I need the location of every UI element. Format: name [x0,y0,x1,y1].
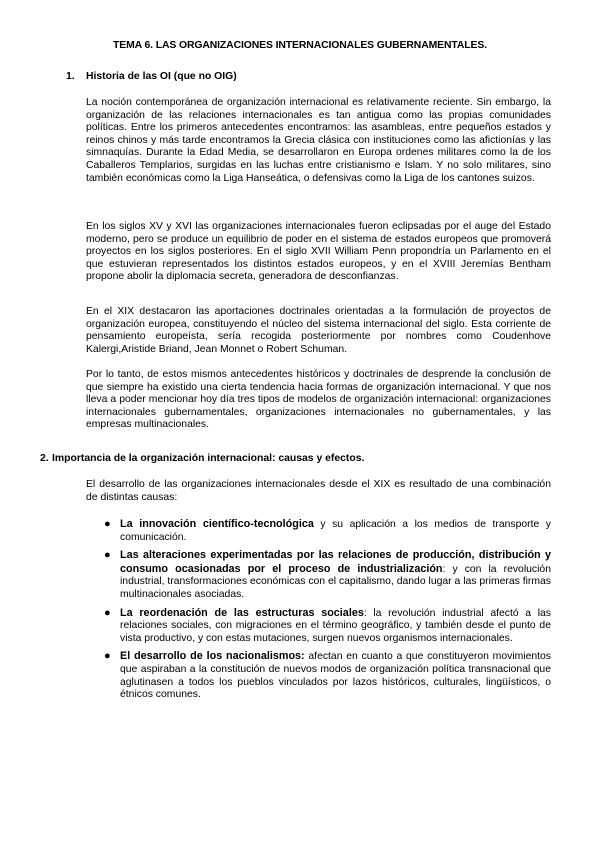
bullet-icon: ● [104,606,111,619]
document-title: TEMA 6. LAS ORGANIZACIONES INTERNACIONALES GUBERNAMENTALES. [113,40,487,51]
list-item-text: y su aplicación a los medios de transporte y comunicación. [120,519,551,543]
list-item-text: afectan en cuanto a que constituyeron movimientos que aspiraban a la constitución de nuevos modos de organización política transnacional que aglutinasen a todos los pueblos vinculados por lazos históricos, culturales, lingüísticos, o étnicos comunes. [120,651,551,701]
section-2-title: Importancia de la organización internacional: causas y efectos. [52,453,365,464]
bullet-icon: ● [104,650,111,663]
section-2-heading [40,453,364,466]
causes-list [86,518,551,707]
list-item [86,607,551,646]
section-1-number: 1. [66,71,75,82]
section-1-paragraph: Por lo tanto, de estos mismos antecedentes históricos y doctrinales de desprende la conclusión de que siempre ha existido una cierta tendencia hacia formas de organización internacional. Y que nos lleva a poder mencionar hoy día tres tipos de modelos de organización internacional: organizaciones internacionales gubernamentales, organizaciones internacionales no gubernamentales, y las empresas multinacionales. [86,369,551,431]
list-item [86,518,551,544]
list-item [86,650,551,701]
section-2-number: 2. [40,453,49,464]
list-item-bold: El desarrollo de los nacionalismos: [120,650,305,663]
list-item-text: : la revolución industrial afectó a las relaciones sociales, con migraciones en el término geográfico, y también desde el punto de vista productivo, y con estas mutaciones, surgen nuevos organismos internacionales. [120,607,551,644]
list-item-bold: La innovación científico-tecnológica [120,518,314,530]
list-item-bold: Las alteraciones experimentadas por las relaciones de producción, distribución y consumo ocasionadas por el proceso de industrialización [120,549,551,575]
section-1-title: Historia de las OI (que no OIG) [86,71,237,82]
bullet-icon: ● [104,549,111,562]
section-1-heading [66,71,237,84]
list-item-bold: La reordenación de las estructuras sociales [120,606,364,619]
bullet-icon: ● [104,518,111,530]
list-item-text: : y con la revolución industrial, transformaciones económicas con el capitalismo, dando lugar a las primeras firmas multinacionales asociadas. [120,563,551,600]
section-1-paragraph: La noción contemporánea de organización internacional es relativamente reciente. Sin embargo, la organización de las relaciones internacionales es tan antigua como las propias comunidades políticas. Entre los primeros antecedentes encontramos: las asambleas, entre pequeños estados y reinos chinos y más tarde encontramos la Grecia clásica con instituciones como las afictionías y las simnaquías. Durante la Edad Media, se desarrollaron en Europa ordenes militares como la de los Caballeros Templarios, surgidas en las luchas entre cristianismo e Islam. Y no solo militares, sino también económicas como la Liga Hanseática, o defensivas como la Liga de los cantones suizos. [86,97,551,184]
section-1-paragraph: En el XIX destacaron las aportaciones doctrinales orientadas a la formulación de proyectos de organización europea, constituyendo el núcleo del sistema internacional del siglo. Esta corriente de pensamiento europeísta, sería recogida posteriormente por nombres como Coudenhove Kalergi,Aristide Briand, Jean Monnet o Robert Schuman. [86,306,551,355]
list-item [86,549,551,601]
section-2-intro: El desarrollo de las organizaciones internacionales desde el XIX es resultado de una combinación de distintas causas: [86,479,551,503]
section-1-paragraph: En los siglos XV y XVI las organizaciones internacionales fueron eclipsadas por el auge del Estado moderno, pero se produce un equilibrio de poder en el sistema de estados europeos que promoverá proyectos en los siglos posteriores. En el siglo XVII William Penn propondría un Parlamento en el que estuvieran representados los distintos estados europeos, y en el XVIII Jeremías Bentham propone abolir la diplomacia secreta, generadora de desconfianzas. [86,221,551,283]
